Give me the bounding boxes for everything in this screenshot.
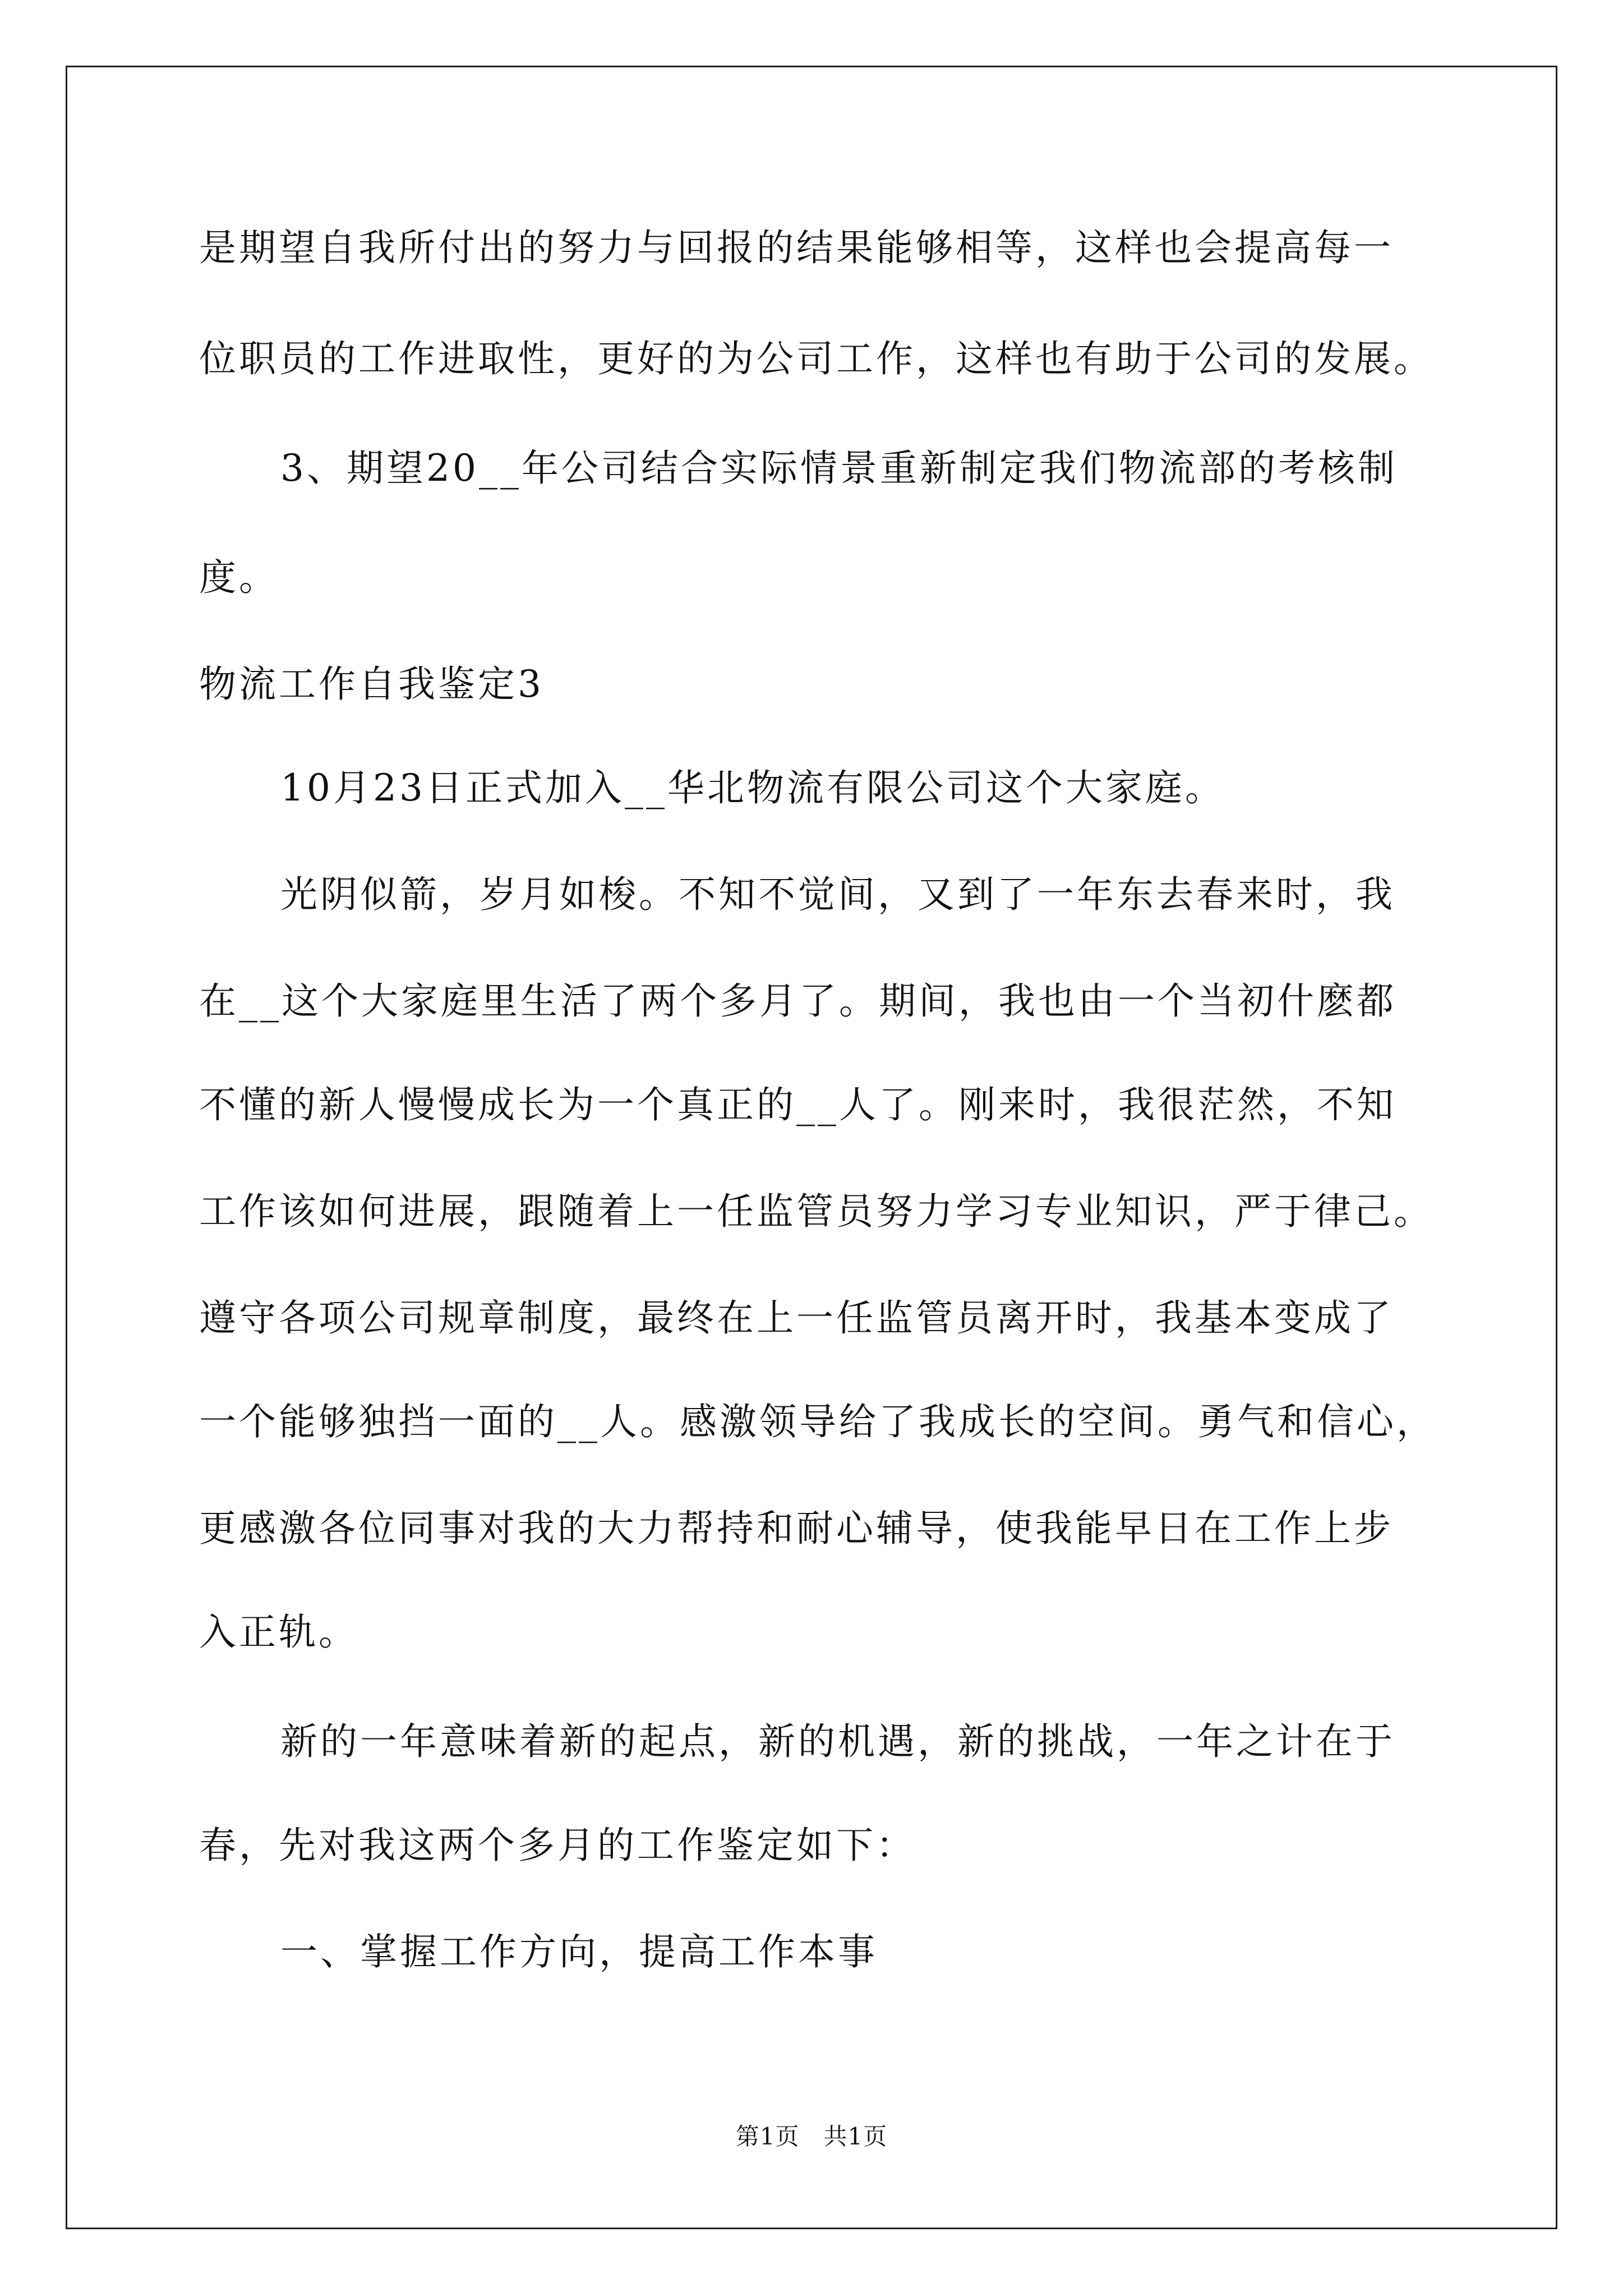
- body-line: 一个能够独挡一面的__人。感激领导给了我成长的空间。勇气和信心，: [199, 1400, 1436, 1443]
- page-border: [66, 66, 1557, 2229]
- body-line: 度。: [199, 556, 279, 599]
- body-line: 更感激各位同事对我的大力帮持和耐心辅导，使我能早日在工作上步: [199, 1507, 1394, 1550]
- body-line: 遵守各项公司规章制度，最终在上一任监管员离开时，我基本变成了: [199, 1296, 1394, 1340]
- body-line: 是期望自我所付出的努力与回报的结果能够相等，这样也会提高每一: [199, 226, 1394, 269]
- page-number-footer: 第1页 共1页: [735, 2123, 888, 2150]
- paragraph-start: 光阴似箭，岁月如梭。不知不觉间，又到了一年东去春来时，我: [280, 873, 1395, 916]
- list-item-3: 3、期望20__年公司结合实际情景重新制定我们物流部的考核制: [280, 447, 1398, 490]
- subsection-heading: 一、掌握工作方向，提高工作本事: [280, 1930, 878, 1973]
- body-line: 位职员的工作进取性，更好的为公司工作，这样也有助于公司的发展。: [199, 337, 1433, 380]
- body-line: 春，先对我这两个多月的工作鉴定如下：: [199, 1824, 916, 1867]
- body-line: 工作该如何进展，跟随着上一任监管员努力学习专业知识，严于律己。: [199, 1190, 1433, 1233]
- body-line: 入正轨。: [199, 1611, 358, 1654]
- body-line: 在__这个大家庭里生活了两个多月了。期间，我也由一个当初什麽都: [199, 979, 1396, 1023]
- body-line: 不懂的新人慢慢成长为一个真正的__人了。刚来时，我很茫然，不知: [199, 1083, 1396, 1126]
- paragraph-start: 新的一年意味着新的起点，新的机遇，新的挑战，一年之计在于: [280, 1720, 1395, 1763]
- section-heading: 物流工作自我鉴定3: [199, 662, 544, 706]
- paragraph-start: 10月23日正式加入__华北物流有限公司这个大家庭。: [280, 766, 1225, 809]
